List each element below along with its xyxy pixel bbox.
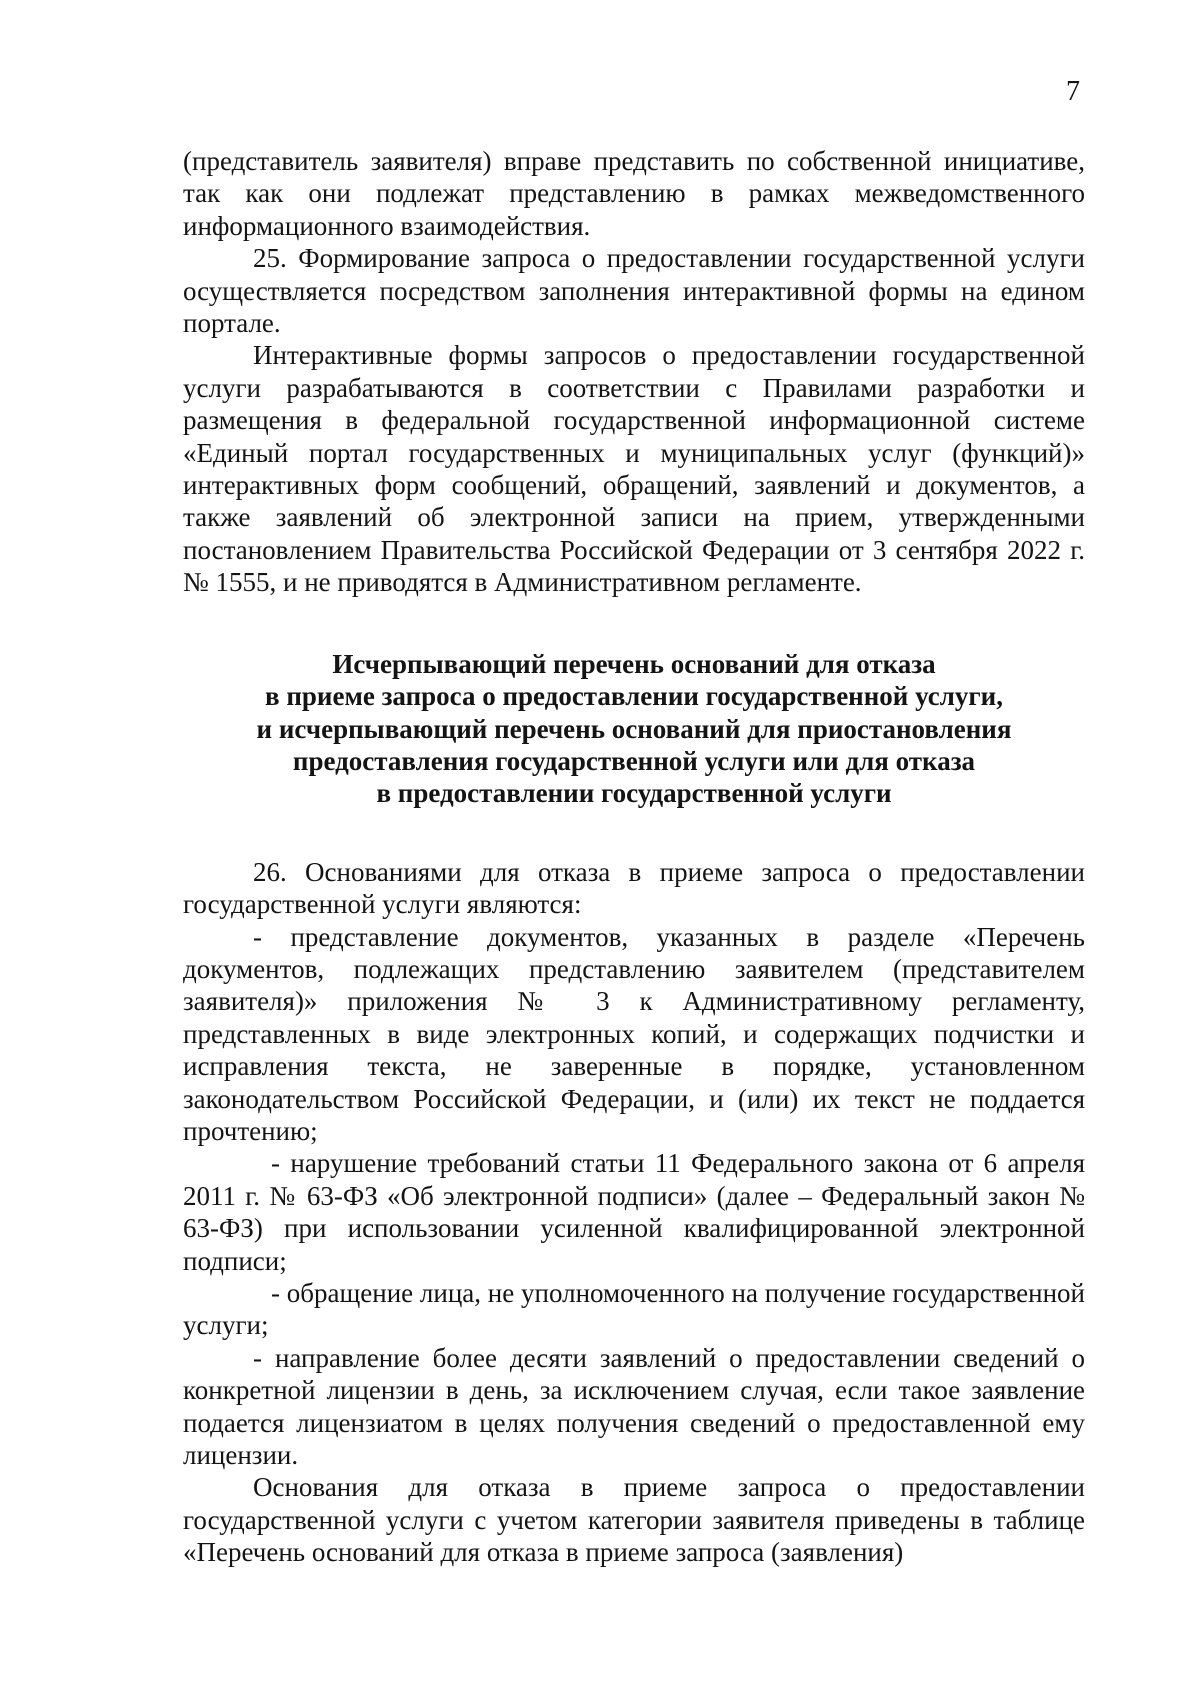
heading-line: и исчерпывающий перечень оснований для приостановления <box>256 713 1012 744</box>
heading-line: в предоставлении государственной услуги <box>376 778 892 809</box>
paragraph-25: 25. Формирование запроса о предоставлении государственной услуги осуществляется посредством заполнения интерактивной формы на едином портале. <box>183 243 1085 339</box>
paragraph-26: 26. Основаниями для отказа в приеме запроса о предоставлении государственной услуги являются: <box>183 856 1085 920</box>
paragraph-table-reference: Основания для отказа в приеме запроса о предоставлении государственной услуги с учетом категории заявителя приведены в таблице «Перечень оснований для отказа в приеме запроса (заявления) <box>183 1472 1085 1568</box>
heading-line: в приеме запроса о предоставлении государственной услуги, <box>265 681 1003 712</box>
list-item: - нарушение требований статьи 11 Федерального закона от 6 апреля 2011 г. № 63-ФЗ «Об электронной подписи» (далее – Федеральный закон № 63-ФЗ) при использовании усиленной квалифицированной электронной подписи; <box>183 1148 1085 1276</box>
section-heading <box>183 648 1085 810</box>
paragraph-interactive-forms: Интерактивные формы запросов о предоставлении государственной услуги разрабатываются в соответствии с Правилами разработки и размещения в федеральной государственной информационной системе «Единый портал государственных и муниципальных услуг (функций)» интерактивных форм сообщений, обращений, заявлений и документов, а также заявлений об электронной записи на прием, утвержденными постановлением Правительства Российской Федерации от 3 сентября 2022 г. № 1555, и не приводятся в Административном регламенте. <box>183 340 1085 598</box>
heading-line: Исчерпывающий перечень оснований для отказа <box>332 648 936 679</box>
list-item: - направление более десяти заявлений о предоставлении сведений о конкретной лицензии в день, за исключением случая, если такое заявление подается лицензиатом в целях получения сведений о предоставленной ему лицензии. <box>183 1342 1085 1471</box>
page-number: 7 <box>1066 76 1080 107</box>
list-item: - обращение лица, не уполномоченного на получение государственной услуги; <box>183 1278 1085 1341</box>
heading-line: предоставления государственной услуги или для отказа <box>292 745 976 776</box>
document-body <box>183 145 1085 1569</box>
list-item: - представление документов, указанных в разделе «Перечень документов, подлежащих представлению заявителем (представителем заявителя)» приложения № 3 к Административному регламенту, представленных в виде электронных копий, и содержащих подчистки и исправления текста, не заверенные в порядке, установленном законодательством Российской Федерации, и (или) их текст не поддается прочтению; <box>183 921 1085 1146</box>
paragraph: (представитель заявителя) вправе представить по собственной инициативе, так как они подлежат представлению в рамках межведомственного информационного взаимодействия. <box>183 146 1085 241</box>
